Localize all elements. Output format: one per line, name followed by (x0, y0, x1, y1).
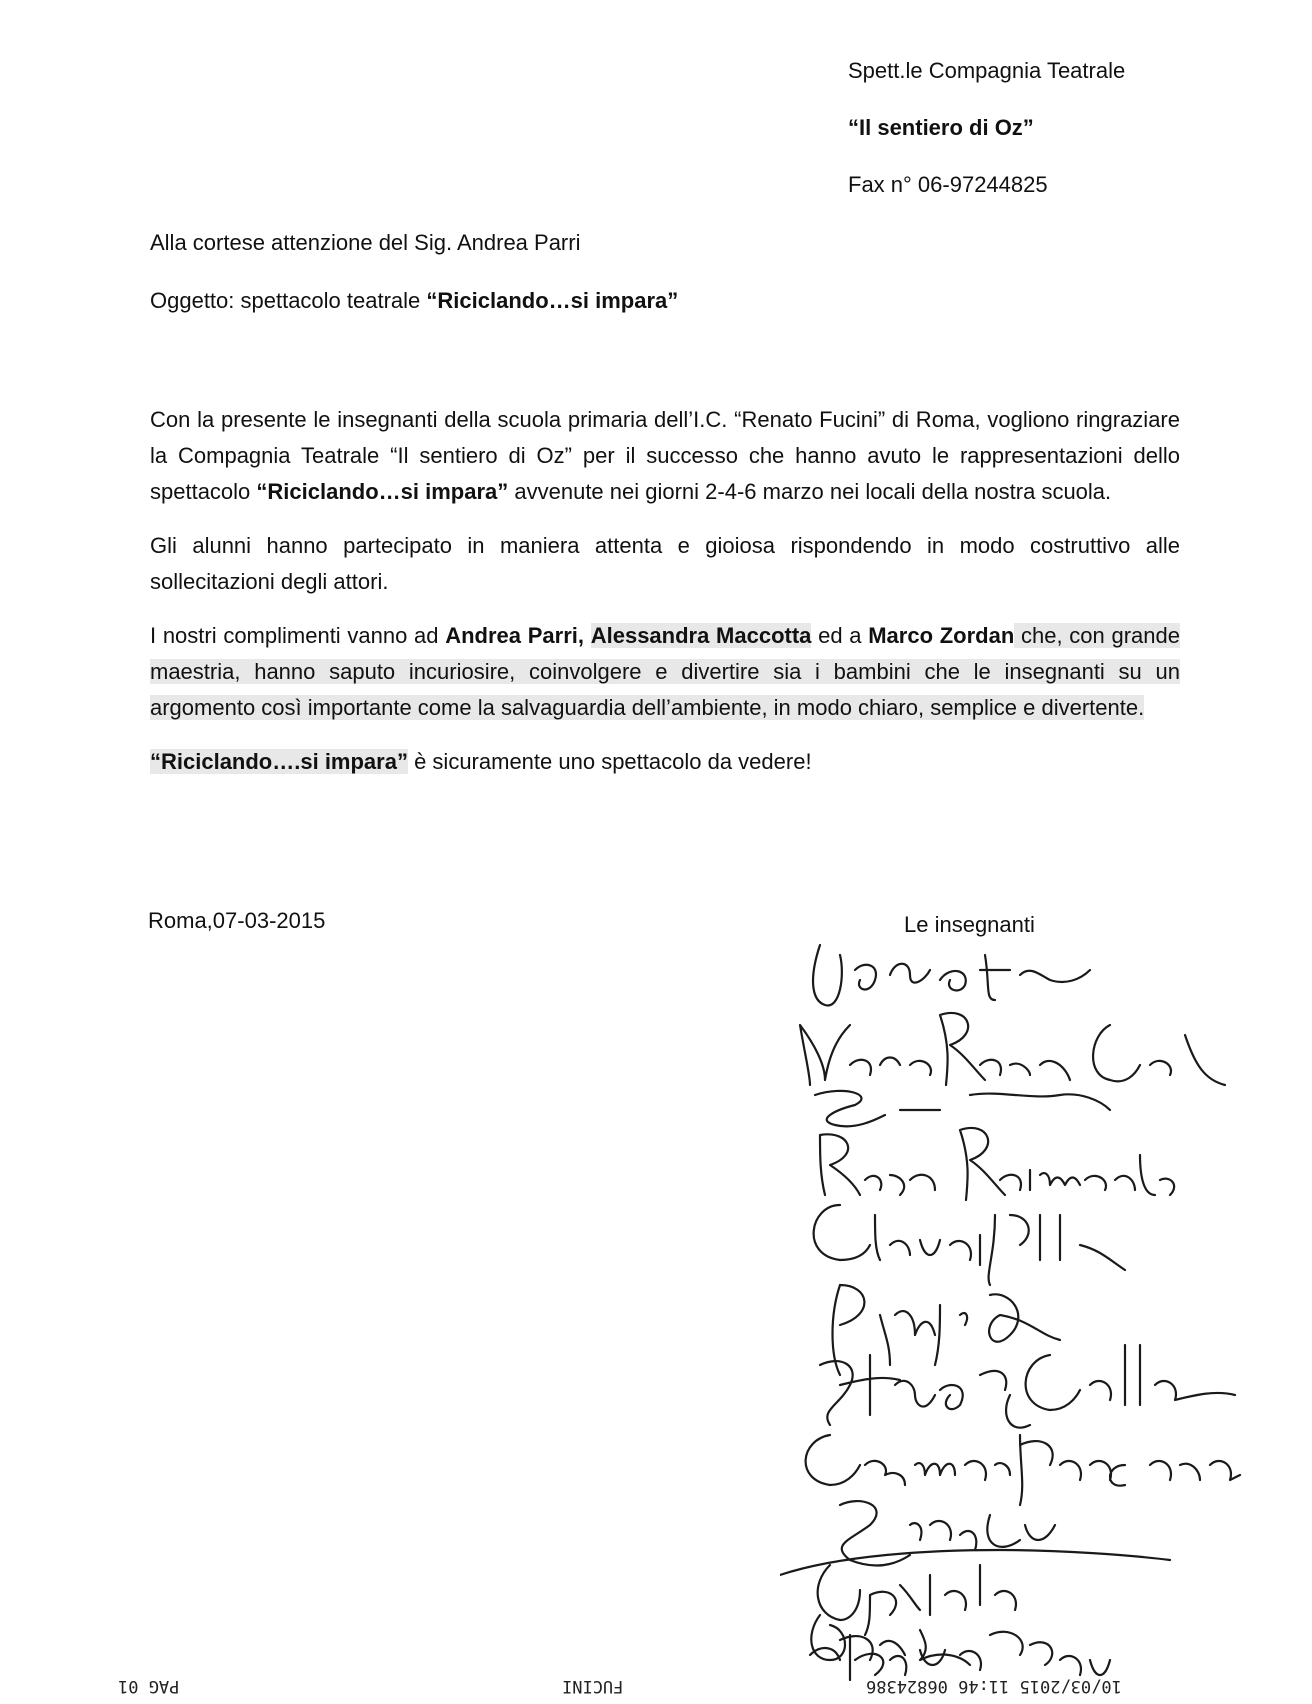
paragraph-3 (150, 618, 1180, 726)
recipient-block (848, 58, 1125, 229)
closing-text: è sicuramente uno spettacolo da vedere! (407, 749, 812, 774)
paragraph-1 (150, 402, 1180, 510)
fax-sender-name: FUCINI (562, 1676, 624, 1696)
closing-show-title: “Riciclando….si impara” (150, 749, 408, 774)
closing-line (150, 744, 1180, 780)
actor-name-1: Andrea Parri, (445, 623, 584, 648)
fax-transmission-footer (0, 1676, 1312, 1702)
paragraph-2: Gli alunni hanno partecipato in maniera attenta e gioiosa rispondendo in modo costruttivo alle sollecitazioni degli attori. (150, 533, 1180, 594)
p3-text-b: ed a (811, 623, 869, 648)
recipient-name: “Il sentiero di Oz” (848, 115, 1034, 140)
subject-prefix: Oggetto: spettacolo teatrale (150, 288, 427, 313)
actor-name-2: Alessandra Maccotta (590, 623, 812, 648)
signatures-drawing (780, 915, 1280, 1685)
signoff: Le insegnanti (904, 912, 1035, 937)
letter-date: Roma,07-03-2015 (148, 908, 326, 933)
p1-text-a: Con la presente le insegnanti della scuola primaria dell’I.C. “Renato Fucini” di Roma, vogliono ringraziare la Compagnia Teatrale “Il sentiero di Oz” per il successo che hanno avuto le rappresentazioni dello spettacolo (150, 407, 1180, 504)
p1-show-title: “Riciclando…si impara” (256, 479, 509, 504)
subject-title: “Riciclando…si impara” (426, 288, 679, 313)
handwritten-signatures (780, 915, 1280, 1685)
p3-text-c: che, con grande maestria, hanno saputo incuriosire, coinvolgere e divertire sia i bambini che le insegnanti su un argomento così importante come la salvaguardia dell’ambiente, in modo chiaro, semplice e divertente. (150, 623, 1180, 720)
fax-page-number: PAG 01 (118, 1676, 180, 1696)
recipient-company: Spett.le Compagnia Teatrale (848, 58, 1126, 83)
p1-text-b: avvenute nei giorni 2-4-6 marzo nei locali della nostra scuola. (508, 479, 1112, 504)
attention-line: Alla cortese attenzione del Sig. Andrea Parri (150, 230, 581, 255)
recipient-fax: Fax n° 06-97244825 (848, 172, 1048, 197)
subject-line (150, 288, 678, 314)
fax-date-time-number: 10/03/2015 11:46 0682438​6 (866, 1676, 1122, 1696)
p3-text-a: I nostri complimenti vanno ad (150, 623, 446, 648)
actor-name-3: Marco Zordan (868, 623, 1015, 648)
p3-sep (584, 623, 591, 648)
letter-body (150, 402, 1180, 798)
